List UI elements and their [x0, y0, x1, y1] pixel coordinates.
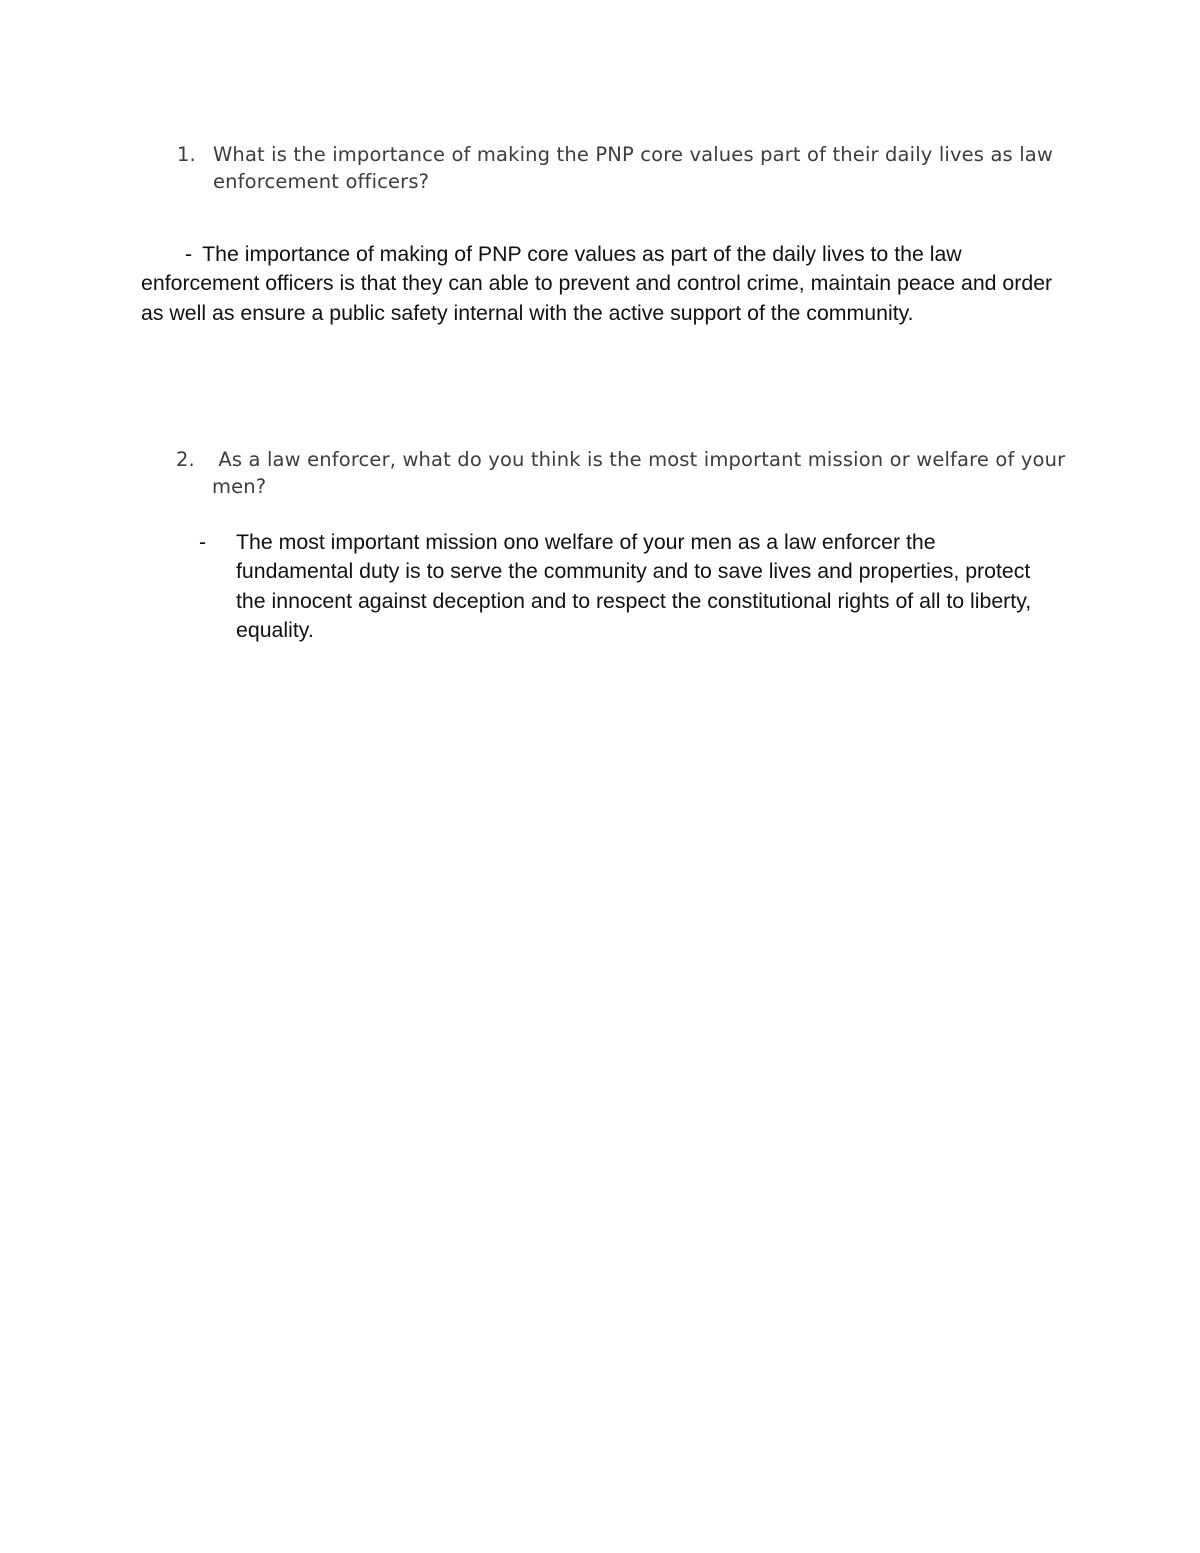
question-text: As a law enforcer, what do you think is the most important mission or welfare of your men?	[212, 448, 1072, 498]
question-number: 2.	[176, 448, 195, 471]
answer-dash: -	[199, 530, 207, 554]
question-number: 1.	[177, 143, 196, 166]
answer-dash: -	[185, 242, 193, 266]
question-1	[177, 141, 1073, 195]
question-text: What is the importance of making the PNP core values part of their daily lives as law enforcement officers?	[213, 143, 1053, 193]
answer-1	[141, 240, 1071, 328]
answer-text: The most important mission ono welfare of your men as a law enforcer the fundamental duty is to serve the community and to save lives and properties, protect the innocent against deception and to respect the constitutional rights of all to liberty, equality.	[236, 530, 1032, 642]
question-2	[176, 446, 1072, 500]
answer-2	[199, 528, 1056, 645]
answer-text: The importance of making of PNP core values as part of the daily lives to the law enforcement officers is that they can able to prevent and control crime, maintain peace and order as well as ensure a public safety internal with the active support of the community.	[141, 242, 1053, 325]
